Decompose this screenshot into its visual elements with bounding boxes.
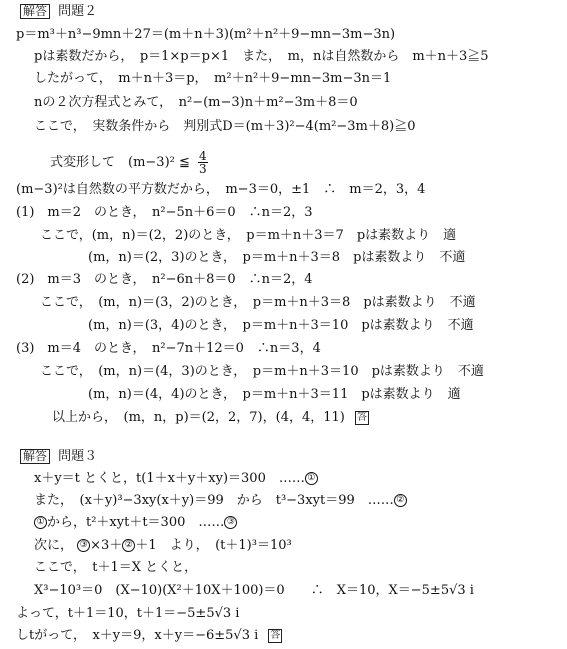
- problem2-header: [20, 4, 97, 20]
- circled-1-icon: ①: [305, 472, 318, 485]
- p3-line-2-text: から，t²＋xyt＋t＝300 ……: [47, 515, 225, 530]
- fraction-denominator: 3: [199, 162, 207, 176]
- problem2-title: 問題２: [58, 4, 98, 19]
- problem3-header: [20, 449, 97, 465]
- p2-line-11: ここで， (m，n)＝(3，2)のとき， p＝m＋n＋3＝8 pは素数より 不適: [40, 295, 476, 310]
- p3-line-0-text: x＋y＝t とくと，t(1＋x＋y＋xy)＝300 ……: [34, 471, 305, 486]
- answer-mark-icon: 答: [270, 629, 281, 641]
- p3-line-1: [34, 493, 407, 509]
- p2-line-4: ここで， 実数条件から 判別式D＝(m＋3)²−4(m²−3m＋8)≧0: [34, 119, 416, 134]
- p2-line-12: (m，n)＝(3，4)のとき， p＝m＋n＋3＝10 pは素数より 不適: [88, 318, 474, 333]
- p2-line-3: nの２次方程式とみて， n²−(m−3)n＋m²−3m＋8＝0: [34, 95, 358, 110]
- p2-line-10: (2) m＝3 のとき， n²−6n＋8＝0 ∴n＝2，4: [16, 272, 313, 287]
- p3-line-3-mid: ×3＋: [90, 538, 123, 553]
- p3-line-1-text: また， (x＋y)³−3xy(x＋y)＝99 から t³−3xyt＝99 ……: [34, 493, 394, 508]
- p2-line-8: ここで，(m，n)＝(2，2)のとき， p＝m＋n＋3＝7 pは素数より 適: [40, 228, 457, 243]
- p2-line-13: (3) m＝4 のとき， n²−7n＋12＝0 ∴n＝3，4: [16, 341, 321, 356]
- p2-line-2: したがって， m＋n＋3＝p， m²＋n²＋9−mn−3m−3n＝1: [34, 71, 392, 86]
- circled-2-icon: ②: [122, 539, 135, 552]
- answer-badge: 解答: [20, 449, 50, 464]
- p3-line-3-text: 次に，: [34, 538, 74, 553]
- answer-mark-icon: 答: [357, 411, 367, 423]
- p2-line-5-text: 式変形して (m−3)² ≦: [50, 155, 190, 170]
- circled-2-icon: ②: [394, 494, 407, 507]
- problem3-title: 問題３: [58, 449, 98, 464]
- fraction-numerator: 4: [199, 149, 207, 163]
- answer-badge: 解答: [20, 4, 50, 19]
- p3-line-7: [16, 628, 282, 644]
- p2-line-16: [52, 410, 369, 426]
- p3-conclusion: しtがって， x＋y＝9，x＋y＝−6±5√3 i: [16, 628, 259, 643]
- fraction: [198, 150, 208, 175]
- circled-1-icon: ①: [34, 516, 47, 529]
- p3-line-0: [34, 471, 318, 487]
- p2-line-0: p＝m³＋n³−9mn＋27＝(m＋n＋3)(m²＋n²＋9−mn−3m−3n): [16, 27, 396, 42]
- p2-line-5: [50, 150, 208, 175]
- p2-line-14: ここで， (m，n)＝(4，3)のとき， p＝m＋n＋3＝10 pは素数より 不適: [40, 364, 484, 379]
- p2-line-6: (m−3)²は自然数の平方数だから， m−3＝0，±1 ∴ m＝2，3，4: [16, 182, 426, 197]
- p3-line-4: ここで， t＋1＝X とくと，: [34, 560, 198, 575]
- p3-line-5: X³−10³＝0 (X−10)(X²＋10X＋100)＝0 ∴ X＝10，X＝−5±5√3 i: [34, 583, 474, 598]
- p3-line-3: [34, 538, 292, 554]
- p3-line-3-rest: ＋1 より， (t＋1)³＝10³: [135, 538, 292, 553]
- p3-line-2: [34, 515, 237, 531]
- circled-3-icon: ③: [77, 539, 90, 552]
- p2-line-1: pは素数だから， p＝1×p＝p×1 また， m，nは自然数から m＋n＋3≧5: [34, 49, 489, 64]
- p3-line-6: よって，t＋1＝10，t＋1＝−5±5√3 i: [16, 606, 240, 621]
- p2-line-15: (m，n)＝(4，4)のとき， p＝m＋n＋3＝11 pは素数より 適: [88, 387, 461, 402]
- p2-conclusion: 以上から， (m，n，p)＝(2，2，7)，(4，4，11): [52, 410, 345, 425]
- circled-3-icon: ③: [224, 516, 237, 529]
- p2-line-9: (m，n)＝(2，3)のとき， p＝m＋n＋3＝8 pは素数より 不適: [88, 250, 466, 265]
- p2-line-7: (1) m＝2 のとき， n²−5n＋6＝0 ∴n＝2，3: [16, 205, 313, 220]
